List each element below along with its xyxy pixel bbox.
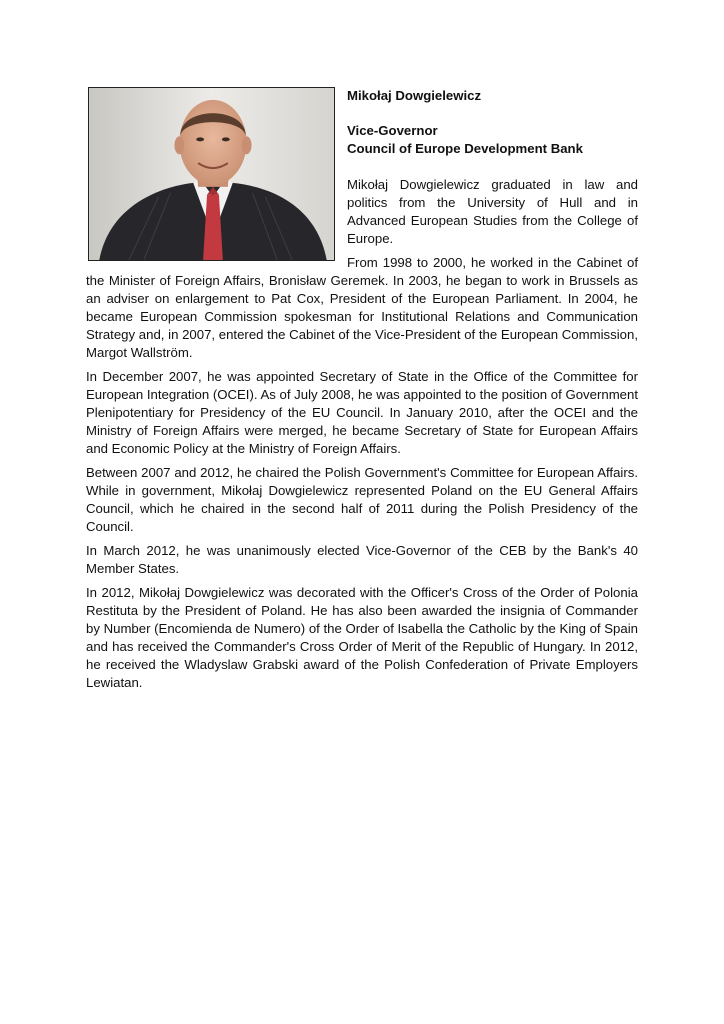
bio-paragraph: From 1998 to 2000, he worked in the Cabinet of the Minister of Foreign Affairs, Bronisław Geremek. In 2003, he began to work in Brussels as an adviser on enlargement to Pat Cox, President of the European Parliament. In 2004, he became European Commission spokesman for Institutional Relations and Communication Strategy and, in 2007, entered the Cabinet of the Vice-President of the European Commission, Margot Wallström. [86,255,638,360]
organization-name: Council of Europe Development Bank [347,141,583,156]
bio-paragraph: Mikołaj Dowgielewicz graduated in law and politics from the University of Hull and in Advanced European Studies from the College of Europe. [347,177,638,246]
portrait-photo [88,87,335,261]
person-name: Mikołaj Dowgielewicz [347,88,482,103]
bio-paragraph: In March 2012, he was unanimously elected Vice-Governor of the CEB by the Bank's 40 Member States. [86,543,638,576]
bio-paragraph: Between 2007 and 2012, he chaired the Polish Government's Committee for European Affairs. While in government, Mikołaj Dowgielewicz represented Poland on the EU General Affairs Council, which he chaired in the second half of 2011 during the Polish Presidency of the Council. [86,465,638,534]
bio-paragraph: In December 2007, he was appointed Secretary of State in the Office of the Committee for European Integration (OCEI). As of July 2008, he was appointed to the position of Government Plenipotentiary for Presidency of the EU Council. In January 2010, after the OCEI and the Ministry of Foreign Affairs were merged, he became Secretary of State for European Affairs and Economic Policy at the Ministry of Foreign Affairs. [86,369,639,456]
position-title: Vice-Governor [347,123,438,138]
bio-paragraph: In 2012, Mikołaj Dowgielewicz was decorated with the Officer's Cross of the Order of Polonia Restituta by the President of Poland. He has also been awarded the insignia of Commander by Number (Encomienda de Numero) of the Order of Isabella the Catholic by the King of Spain and has received the Commander's Cross Order of Merit of the Republic of Hungary. In 2012, he received the Wladyslaw Grabski award of the Polish Confederation of Private Employers Lewiatan. [86,585,638,690]
